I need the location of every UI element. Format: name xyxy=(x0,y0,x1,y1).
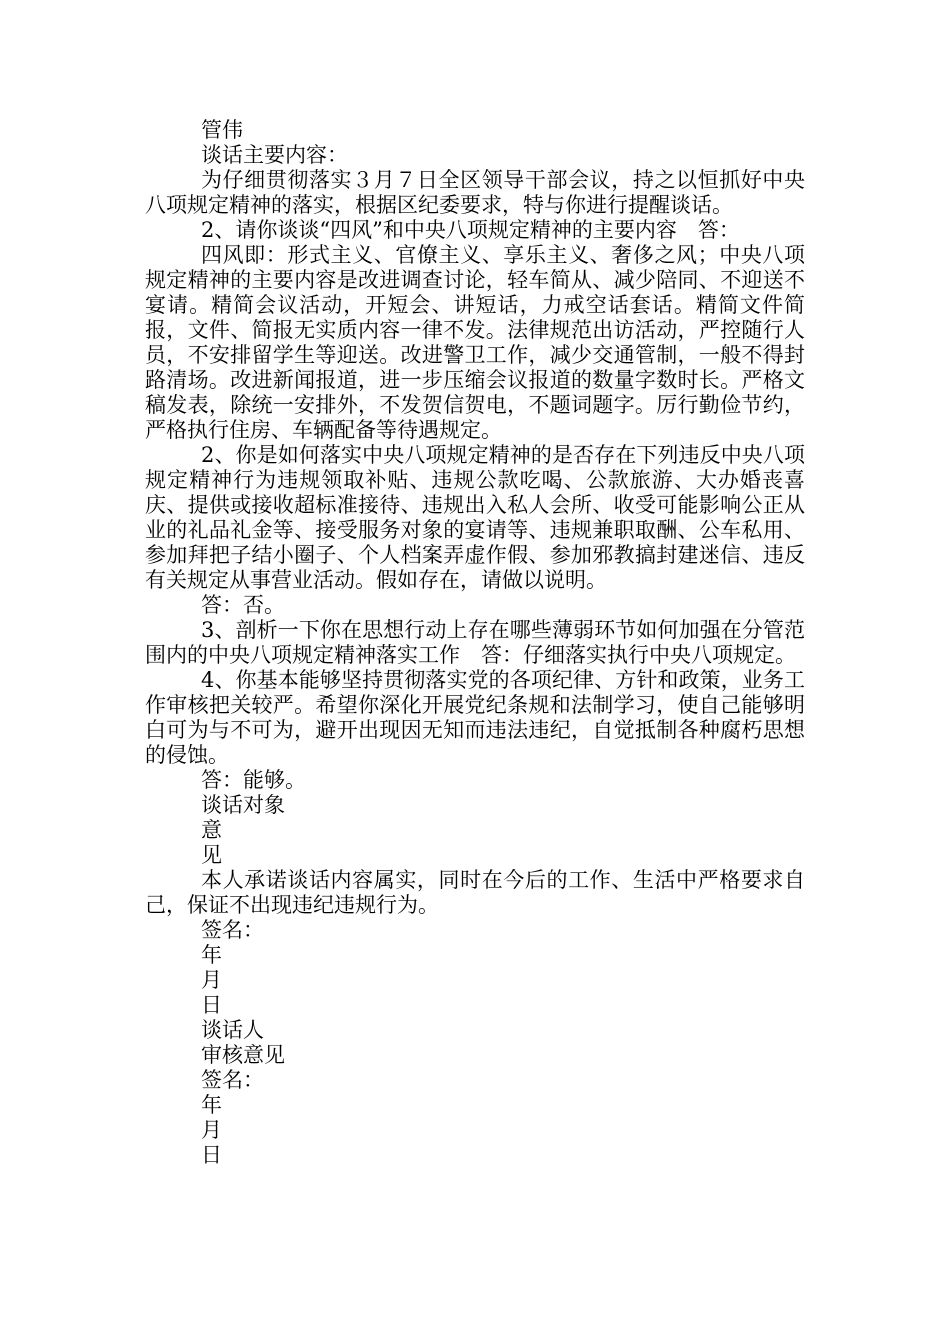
pledge-paragraph: 本人承诺谈话内容属实，同时在今后的工作、生活中严格要求自己，保证不出现违纪违规行为。 xyxy=(145,868,805,917)
signature-label: 签名： xyxy=(201,918,264,942)
date-year-label: 年 xyxy=(201,1093,222,1117)
question-paragraph: 2、你是如何落实中央八项规定精神的是否存在下列违反中央八项规定精神行为违规领取补贴、违规公款吃喝、公款旅游、大办婚丧喜庆、提供或接收超标准接待、违规出入私人会所、收受可能影响公正从业的礼品礼金等、接受服务对象的宴请等、违规兼职取酬、公车私用、参加拜把子结小圈子、个人档案弄虚作假、参加邪教搞封建迷信、违反有关规定从事营业活动。假如存在，请做以说明。 xyxy=(145,443,805,592)
date-year-label: 年 xyxy=(201,943,222,967)
date-month-label: 月 xyxy=(201,968,222,992)
signature-label: 签名： xyxy=(201,1068,264,1092)
answer-line: 答：能够。 xyxy=(201,768,306,792)
answer-paragraph: 四风即：形式主义、官僚主义、享乐主义、奢侈之风；中央八项规定精神的主要内容是改进调查讨论，轻车简从、减少陪同、不迎送不宴请。精简会议活动，开短会、讲短话，力戒空话套话。精简文件简报，文件、简报无实质内容一律不发。法律规范出访活动，严控随行人员，不安排留学生等迎送。改进警卫工作，减少交通管制，一般不得封路清场。改进新闻报道，进一步压缩会议报道的数量字数时长。严格文稿发表，除统一安排外，不发贺信贺电，不题词题字。厉行勤俭节约，严格执行住房、车辆配备等待遇规定。 xyxy=(145,243,805,442)
date-month-label: 月 xyxy=(201,1118,222,1142)
date-day-label: 日 xyxy=(201,993,222,1017)
document-body xyxy=(145,118,805,1168)
question-paragraph: 2、请你谈谈“四风”和中央八项规定精神的主要内容 答： xyxy=(201,218,740,242)
form-label: 审核意见 xyxy=(201,1043,285,1067)
name-line: 管伟 xyxy=(201,118,243,142)
question-paragraph: 3、剖析一下你在思想行动上存在哪些薄弱环节如何加强在分管范围内的中央八项规定精神落实工作 答：仔细落实执行中央八项规定。 xyxy=(145,618,805,667)
form-label: 谈话对象 xyxy=(201,793,285,817)
form-label: 见 xyxy=(201,843,222,867)
form-label: 谈话人 xyxy=(201,1018,264,1042)
intro-paragraph: 为仔细贯彻落实３月７日全区领导干部会议，持之以恒抓好中央八项规定精神的落实，根据区纪委要求，特与你进行提醒谈话。 xyxy=(145,168,805,217)
question-paragraph: 4、你基本能够坚持贯彻落实党的各项纪律、方针和政策，业务工作审核把关较严。希望你深化开展党纪条规和法制学习，使自己能够明白可为与不可为，避开出现因无知而违法违纪，自觉抵制各种腐朽思想的侵蚀。 xyxy=(145,668,805,767)
answer-line: 答：否。 xyxy=(201,593,285,617)
section-heading: 谈话主要内容： xyxy=(201,143,348,167)
form-label: 意 xyxy=(201,818,222,842)
date-day-label: 日 xyxy=(201,1143,222,1167)
